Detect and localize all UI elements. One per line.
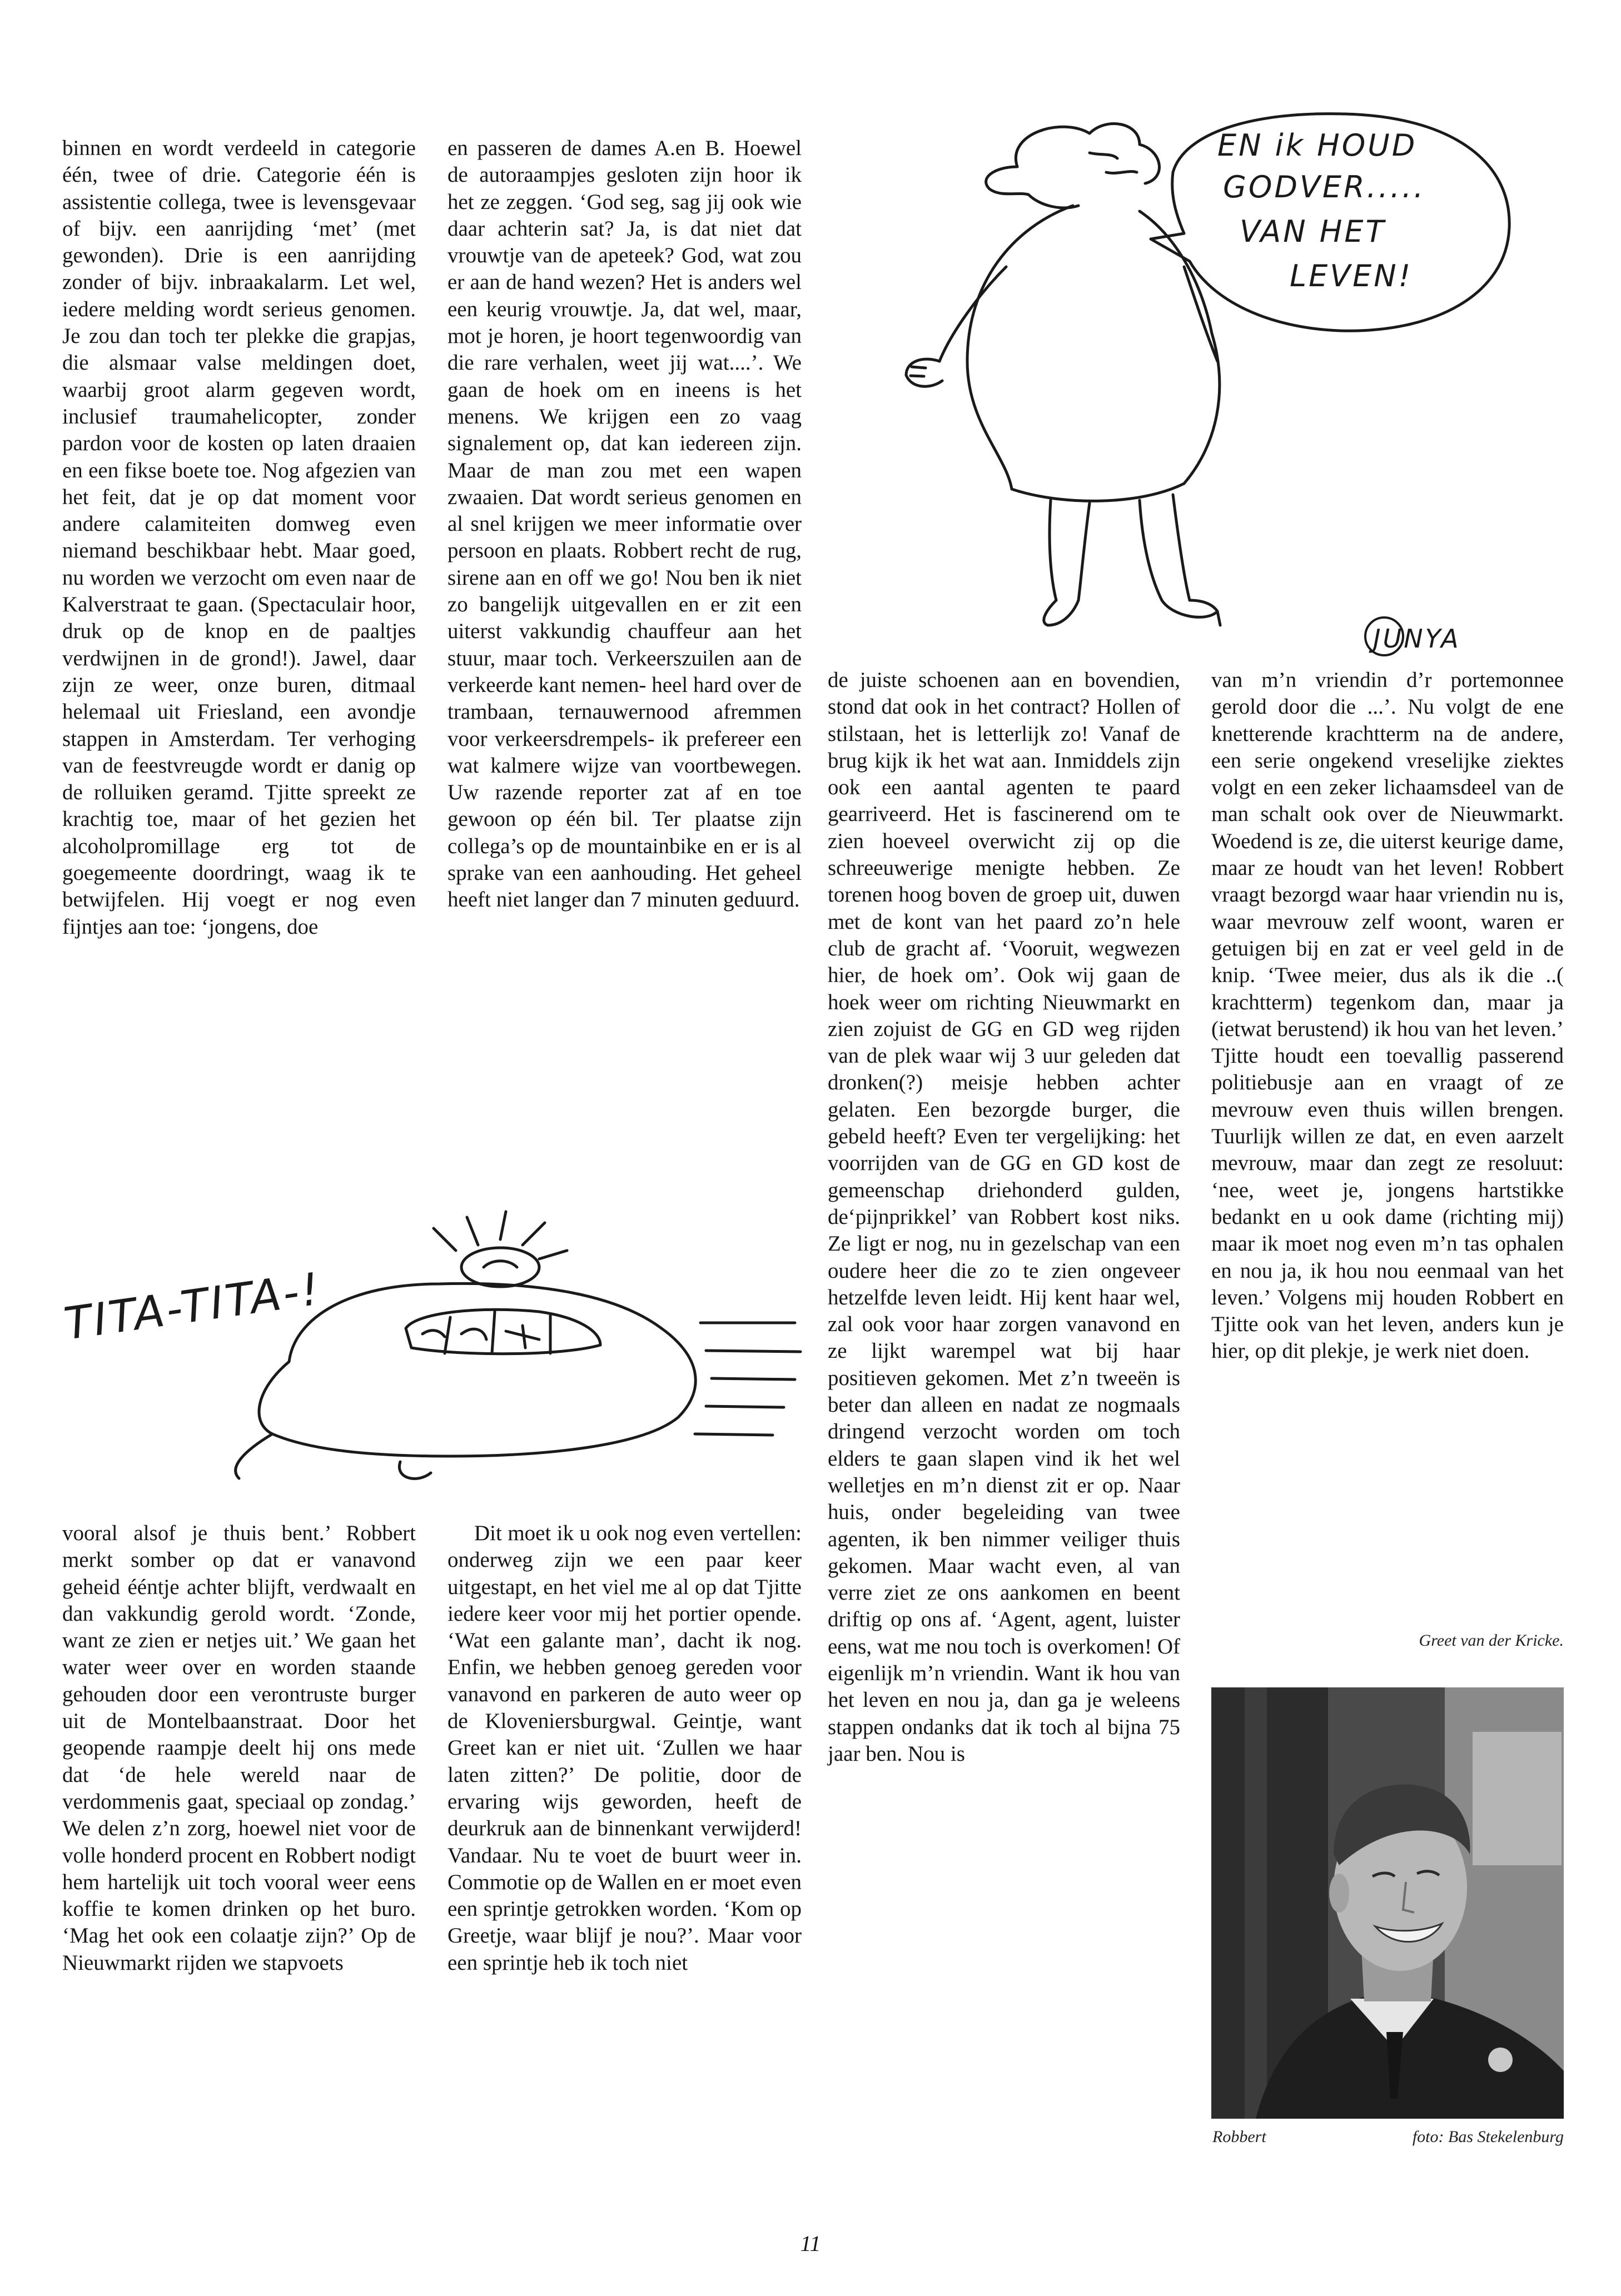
column-1-top: binnen en wordt verdeeld in categorie één, twee of drie. Categorie één is assistentie collega, twee is levensgevaar of bijv. een aanrijding ‘met’ (met gewonden). Drie is een aanrijding zonder of bijv. inbraakalarm. Let wel, iedere melding wordt serieus genomen. Je zou dan toch ter plekke die grapjas, die alsmaar valse meldingen doet, waarbij groot alarm gegeven wordt, inclusief traumahelicopter, zonder pardon voor de kosten op laten draaien en een fikse boete toe. Nog afgezien van het feit, dat je op dat moment voor andere calamiteiten domweg even niemand beschikbaar hebt. Maar goed, nu worden we verzocht om even naar de Kalverstraat te gaan. (Spectaculair hoor, druk op de knop en de paaltjes verdwijnen in de grond!). Jawel, daar zijn ze weer, onze buren, ditmaal helemaal uit Friesland, een avondje stappen in Amsterdam. Ter verhoging van de feestvreugde wordt er danig op de rolluiken geramd. Tjitte spreekt ze krachtig toe, maar of het gezien het alcoholpromillage erg tot de goegemeente doordringt, waag ik te betwijfelen. Hij voegt er nog even fijntjes aan toe: ‘jongens, doe: [62, 136, 416, 939]
cartoon-woman: [828, 100, 1562, 656]
photo-caption-credit: foto: Bas Stekelenburg: [1412, 2128, 1564, 2146]
speech-line-3: VAN HET: [1240, 214, 1386, 249]
speech-line-2: GODVER.....: [1223, 170, 1426, 205]
speech-line-4: LEVEN!: [1290, 258, 1413, 293]
photo-robbert: [1211, 1687, 1564, 2119]
column-1-bottom: vooral alsof je thuis bent.’ Robbert merkt somber op dat er vanavond geheid ééntje achter blijft, verdwaalt en dan vakkundig gerold wordt. ‘Zonde, want ze zien er netjes uit.’ We gaan het water weer over en worden staande gehouden door een verontruste burger uit de Montelbaanstraat. Door het geopende raampje deelt hij ons mede dat ‘de hele wereld naar de verdommenis gaat, speciaal op zondag.’ We delen z’n zorg, hoewel niet voor de volle honderd procent en Robbert nodigt hem hartelijk uit toch vooral weer eens koffie te komen drinken op het buro. ‘Mag het ook een colaatje zijn?’ Op de Nieuwmarkt rijden we stapvoets: [62, 1521, 416, 1975]
photo-caption-name: Robbert: [1212, 2128, 1266, 2146]
column-4: van m’n vriendin d’r portemonnee gerold door die ...’. Nu volgt de ene knetterende krachtterm na de andere, een serie ongekend vreselijke ziektes volgt en een zeker lichaamsdeel van de man schalt ook over de Nieuwmarkt. Woedend is ze, die uiterst keurige dame, maar ze houdt van het leven! Robbert vraagt bezorgd waar haar vriendin nu is, waar mevrouw zelf woont, waren er getuigen bij en zat er veel geld in de knip. ‘Twee meier, dus als ik die ..( krachtterm) tegenkom dan, maar ja (ietwat berustend) ik hou van het leven.’ Tjitte houdt een toevallig passerend politiebusje aan en vraagt of ze mevrouw even thuis willen brengen. Tuurlijk willen ze dat, en even aarzelt mevrouw, maar dan zegt ze resoluut: ‘nee, weet je, jongens hartstikke bedankt en u ook dame (richting mij) maar ik moet nog even m’n tas ophalen en nou ja, ik hou nou eenmaal van het leven.’ Volgens mij houden Robbert en Tjitte ook van het leven, anders kun je hier, op dit plekje, je werk niet doen.: [1211, 668, 1564, 1363]
cartoon-police-car: [61, 1206, 806, 1484]
author-credit: Greet van der Kricke.: [1419, 1631, 1564, 1650]
speech-line-1: EN ik HOUD: [1217, 128, 1418, 163]
artist-signature: JUNYA: [1373, 624, 1461, 654]
column-3: de juiste schoenen aan en bovendien, stond dat ook in het contract? Hollen of stilstaan, het is letterlijk zo! Vanaf de brug kijk ik het wat aan. Inmiddels zijn ook een aantal agenten te paard gearriveerd. Het is fascinerend om te zien hoeveel overwicht zij op die schreeuwerige menigte hebben. Ze torenen hoog boven de groep uit, duwen met de kont van het paard zo’n hele club de gracht af. ‘Vooruit, wegwezen hier, de hoek om’. Ook wij gaan de hoek weer om richting Nieuwmarkt en zien zojuist de GG en GD weg rijden van de plek waar wij 3 uur geleden dat dronken(?) meisje hebben achter gelaten. Een bezorgde burger, die gebeld heeft? Even ter vergelijking: het voorrijden van de GG en GD kost de gemeenschap driehonderd gulden, de‘pijnprikkel’ van Robbert kost niks. Ze ligt er nog, nu in gezelschap van een oudere heer die zo te zien ongeveer hetzelfde leven leidt. Hij kent haar wel, zal ook voor haar zorgen vanavond en ze lijkt warempel wat bij haar positieven gekomen. Met z’n tweeën is beter dan alleen en nadat ze nogmaals dringend verzocht worden om toch elders te gaan slapen vind ik het wel welletjes en m’n dienst zit er op. Naar huis, onder begeleiding van twee agenten, ik ben nimmer veiliger thuis gekomen. Maar wacht even, al van verre ziet ze ons aankomen en beent driftig op ons af. ‘Agent, agent, luister eens, wat me nou toch is overkomen! Of eigenlijk m’n vriendin. Want ik hou van het leven en nou ja, dan ga je weleens stappen ondanks dat ik toch al bijna 75 jaar ben. Nou is: [828, 668, 1180, 1766]
column-2-bottom: Dit moet ik u ook nog even vertellen: onderweg zijn we een paar keer uitgestapt, en het viel me al op dat Tjitte iedere keer voor mij het portier opende. ‘Wat een galante man’, dacht ik nog. Enfin, we hebben genoeg gereden voor vanavond en parkeren de auto weer op de Kloveniersburgwal. Geintje, want Greet kan er niet uit. ‘Zullen we haar laten zitten?’ De politie, door de ervaring wijs geworden, heeft de deurkruk aan de binnenkant verwijderd! Vandaar. Nu te voet de buurt weer in. Commotie op de Wallen en er moet even een sprintje getrokken worden. ‘Kom op Greetje, waar blijf je nou?’. Maar voor een sprintje heb ik toch niet: [447, 1521, 802, 1975]
column-2-top: en passeren de dames A.en B. Hoewel de autoraampjes gesloten zijn hoor ik het ze zeggen. ‘God seg, sag jij ook wie daar achterin sat? Ja, is dat niet dat vrouwtje van de apeteek? God, wat zou er aan de hand wezen? Het is anders wel een keurig vrouwtje. Ja, dat wel, maar, mot je horen, je hoort tegenwoordig van die rare verhalen, weet jij wat....’. We gaan de hoek om en ineens is het menens. We krijgen een zo vaag signalement op, dat kan iedereen zijn. Maar de man zou met een wapen zwaaien. Dat wordt serieus genomen en al snel krijgen we meer informatie over persoon en plaats. Robbert recht de rug, sirene aan en off we go! Nou ben ik niet zo bangelijk uitgevallen en er zit een uiterst vakkundig chauffeur aan het stuur, maar toch. Verkeerszuilen aan de verkeerde kant nemen- heel hard over de trambaan, ternauwernood afremmen voor verkeersdrempels- ik prefereer een wat kalmere wijze van voortbewegen. Uw razende reporter zat af en toe gewoon op één bil. Ter plaatse zijn collega’s op de mountainbike en er is al sprake van een aanhouding. Het geheel heeft niet langer dan 7 minuten geduurd.: [447, 136, 802, 912]
police-car: [236, 1212, 800, 1478]
siren-sound-text: TITA-TITA-!: [61, 1262, 325, 1350]
page-number: 11: [800, 2231, 821, 2256]
portrait-illustration: [1211, 1687, 1564, 2119]
